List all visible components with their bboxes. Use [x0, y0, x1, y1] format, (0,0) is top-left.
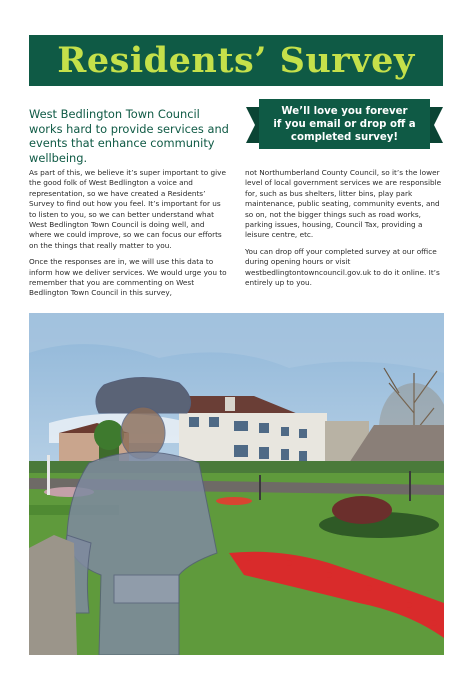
paragraph: Once the responses are in, we will use this data to inform how we deliver services. We would urge you to remember that you are commenting on West Bedlington Town Council in this survey, [29, 257, 227, 298]
page-title: Residents’ Survey [57, 40, 415, 81]
ribbon-line-1: We’ll love you forever [281, 106, 408, 117]
paragraph: You can drop off your completed survey at our office during opening hours or visit westbedlingtontowncouncil.gov.uk to do it online. It’s entirely up to you. [245, 246, 440, 288]
body-column-right [245, 168, 445, 294]
shrub [332, 496, 392, 524]
stone-post [29, 535, 77, 655]
paragraph: As part of this, we believe it’s super important to give the good folk of West Bedlington a voice and representation, so we have created a Residents’ Survey to find out how you feel. It’s important for us to listen to you, so we can better understand what West Bedlington Town Council is doing well, and where we could improve, so we can focus our efforts on the things that really matter to you. [29, 168, 226, 250]
photo-illustration [29, 313, 444, 655]
ribbon-text [246, 105, 443, 144]
village-green-photo [29, 313, 444, 655]
paragraph: not Northumberland County Council, so it’s the lower level of local government services we are responsible for, such as bus shelters, litter bins, play park maintenance, public seating, community events, and so on, not the bigger things such as road works, parking issues, housing, Council Tax, providing a leisure centre, etc. [245, 168, 442, 240]
body-column-left [29, 168, 229, 305]
ribbon-line-3: completed survey! [290, 132, 399, 143]
ribbon-line-2: if you email or drop off a [273, 119, 416, 130]
title-banner [29, 35, 443, 86]
intro-text: West Bedlington Town Council works hard to provide services and events that enhance community wellbeing. [29, 107, 229, 165]
call-to-action-ribbon [246, 99, 443, 150]
